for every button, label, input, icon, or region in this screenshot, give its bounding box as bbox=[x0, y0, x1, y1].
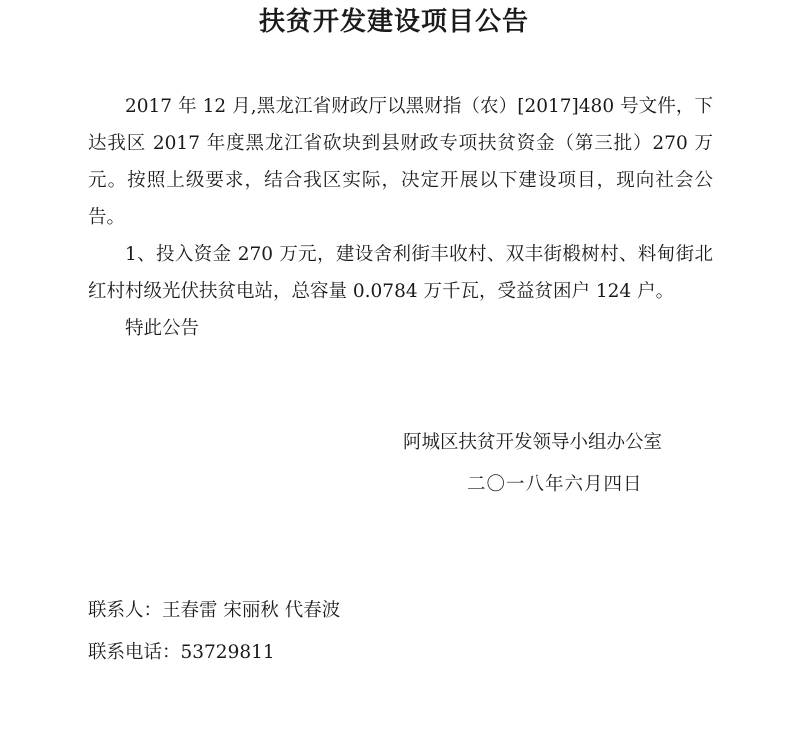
announcement-body bbox=[88, 88, 713, 347]
issuer-name: 阿城区扶贫开发领导小组办公室 bbox=[403, 432, 663, 453]
issue-date: 二〇一八年六月四日 bbox=[467, 474, 643, 495]
page-title: 扶贫开发建设项目公告 bbox=[258, 7, 529, 37]
paragraph-closing: 特此公告 bbox=[125, 318, 200, 339]
contact-people: 联系人：王春雷 宋丽秋 代春波 bbox=[88, 600, 341, 621]
paragraph-project-details: 1、投入资金 270 万元，建设舍利街丰收村、双丰街椴树村、料甸街北红村村级光伏扶贫电站，总容量 0.0784 万千瓦，受益贫困户 124 户。 bbox=[88, 244, 713, 302]
contact-phone: 联系电话：53729811 bbox=[88, 642, 275, 663]
paragraph-funding-source: 2017 年 12 月,黑龙江省财政厅以黑财指（农）[2017]480 号文件，下达我区 2017 年度黑龙江省砍块到县财政专项扶贫资金（第三批）270 万元。按照上级要求，结合我区实际，决定开展以下建设项目，现向社会公告。 bbox=[88, 96, 713, 228]
